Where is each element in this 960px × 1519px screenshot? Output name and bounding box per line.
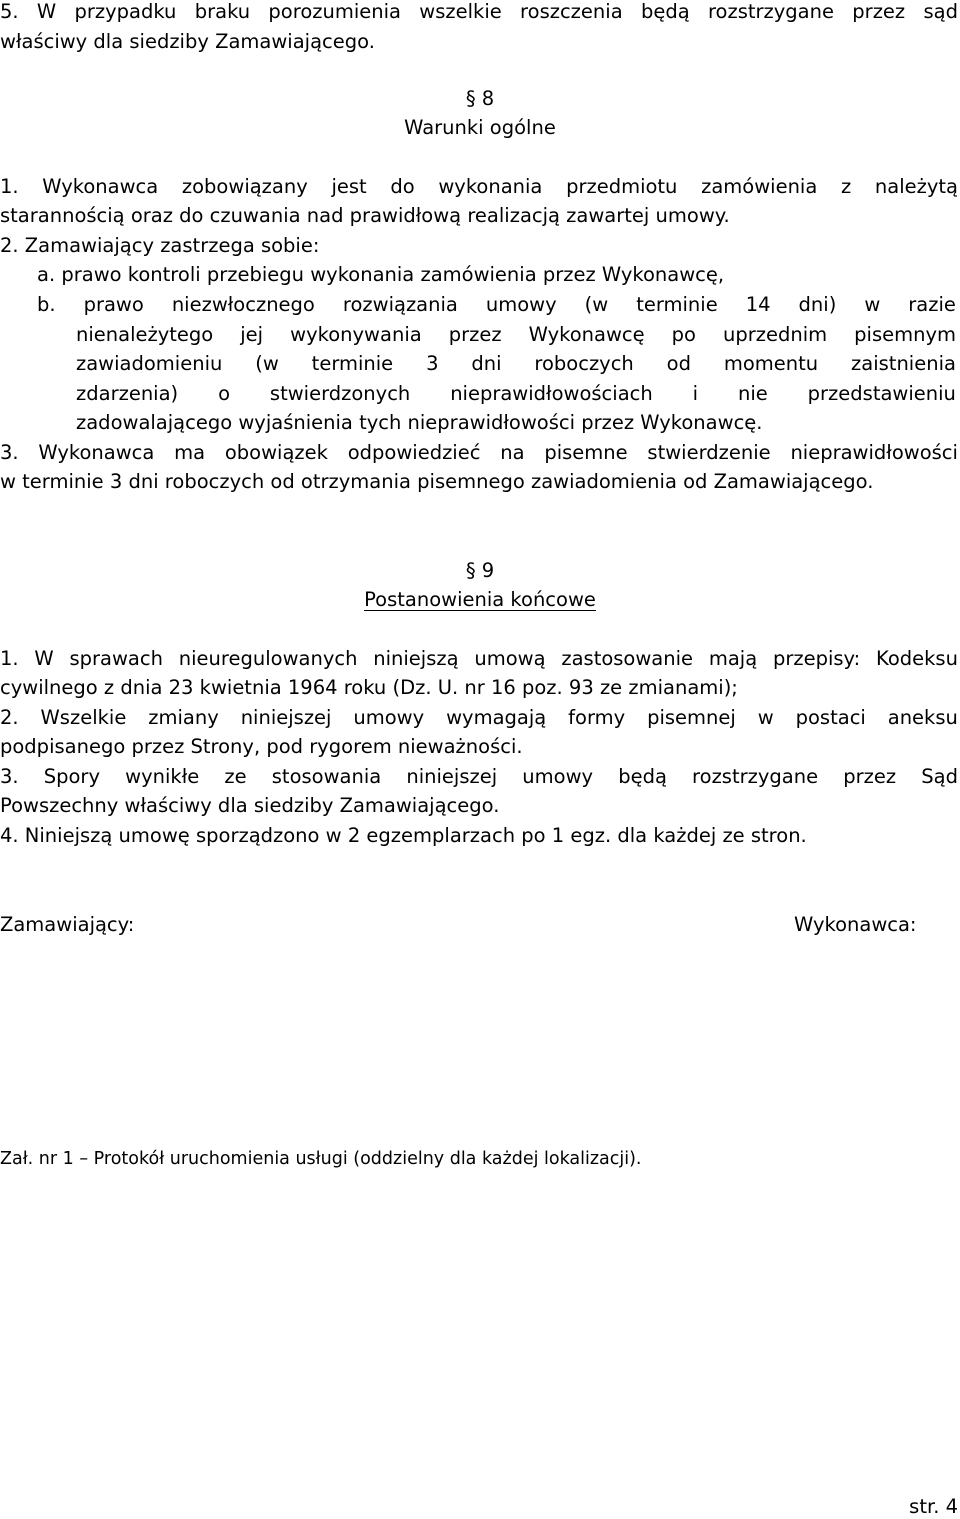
word: do <box>390 175 415 198</box>
word: wynikłe <box>125 765 200 788</box>
word: przedstawieniu <box>807 382 956 405</box>
word: b. <box>37 293 56 316</box>
section-8-title: Warunki ogólne <box>404 116 556 139</box>
word: W <box>34 647 54 670</box>
word: umowy <box>353 706 425 729</box>
word: pisemnej <box>647 706 736 729</box>
word: 1. <box>0 647 19 670</box>
word: wykonywania <box>290 323 422 346</box>
word: momentu <box>723 352 819 375</box>
word: uprzednim <box>722 323 828 346</box>
word: stwierdzenie <box>647 441 771 464</box>
section-9-point-3-line-1 <box>0 767 958 787</box>
word: należytą <box>874 175 958 198</box>
word: obowiązek <box>224 441 328 464</box>
word: niniejszej <box>406 765 498 788</box>
word: przez <box>852 0 906 23</box>
word: rozstrzygane <box>692 765 819 788</box>
section-9-point-4: 4. Niniejszą umowę sporządzono w 2 egzemplarzach po 1 egz. dla każdej ze stron. <box>0 824 807 847</box>
word: zaistnienia <box>851 352 956 375</box>
word: dni <box>471 352 502 375</box>
section-8-item-b-line-4 <box>76 384 956 404</box>
section-8-point-1-line-1 <box>0 177 958 197</box>
section-9-point-2-line-2: podpisanego przez Strony, pod rygorem nieważności. <box>0 735 523 758</box>
section-9-number: § 9 <box>465 559 495 582</box>
word: ze <box>224 765 247 788</box>
word: porozumienia <box>268 0 401 23</box>
word: umową <box>474 647 546 670</box>
word: będą <box>640 0 690 23</box>
word: Wykonawca <box>38 441 155 464</box>
section-8-item-b-line-3 <box>76 354 956 374</box>
word: stosowania <box>271 765 382 788</box>
word: na <box>500 441 525 464</box>
paragraph-5-line-2: właściwy dla siedziby Zamawiającego. <box>0 30 375 53</box>
section-8-point-2: 2. Zamawiający zastrzega sobie: <box>0 234 320 257</box>
section-9-title: Postanowienia końcowe <box>364 588 596 611</box>
word: od <box>666 352 691 375</box>
word: braku <box>194 0 251 23</box>
word: przez <box>448 323 502 346</box>
word: mają <box>708 647 758 670</box>
word: (w <box>584 293 609 316</box>
section-8-item-b-line-2 <box>76 325 956 345</box>
word: wykonania <box>438 175 543 198</box>
section-8-item-b-line-1 <box>37 295 956 315</box>
word: Wszelkie <box>40 706 127 729</box>
word: roszczenia <box>520 0 623 23</box>
word: jej <box>240 323 264 346</box>
word: Sąd <box>921 765 958 788</box>
word: 3. <box>0 765 19 788</box>
word: przepisy: <box>772 647 861 670</box>
word: formy <box>568 706 626 729</box>
section-8-point-3-line-2: w terminie 3 dni roboczych od otrzymania pisemnego zawiadomienia od Zamawiającego. <box>0 470 874 493</box>
word: zmiany <box>148 706 219 729</box>
page-number: str. 4 <box>909 1495 958 1518</box>
word: terminie <box>636 293 718 316</box>
word: razie <box>908 293 956 316</box>
word: z <box>840 175 852 198</box>
word: Spory <box>43 765 100 788</box>
word: niniejszą <box>373 647 459 670</box>
word: dni) <box>798 293 837 316</box>
section-8-item-a: a. prawo kontroli przebiegu wykonania zamówienia przez Wykonawcę, <box>37 263 725 286</box>
word: wymagają <box>446 706 547 729</box>
word: po <box>671 323 696 346</box>
word: Kodeksu <box>876 647 958 670</box>
word: stwierdzonych <box>269 382 411 405</box>
word: 3. <box>0 441 19 464</box>
word: (w <box>255 352 279 375</box>
section-8-point-3-line-1 <box>0 443 958 463</box>
word: niezwłocznego <box>171 293 315 316</box>
word: niniejszej <box>240 706 332 729</box>
word: pisemne <box>544 441 628 464</box>
word: nieprawidłowościach <box>450 382 653 405</box>
word: aneksu <box>887 706 958 729</box>
signature-label-ordering-party: Zamawiający: <box>0 913 135 936</box>
word: i <box>692 382 699 405</box>
attachment-note: Zał. nr 1 – Protokół uruchomienia usługi (oddzielny dla każdej lokalizacji). <box>0 1149 642 1169</box>
word: pisemnym <box>854 323 956 346</box>
word: sprawach <box>69 647 163 670</box>
word: zdarzenia) <box>76 382 179 405</box>
section-8-item-b-line-5: zadowalającego wyjaśnienia tych nieprawidłowości przez Wykonawcę. <box>76 411 763 434</box>
word: przez <box>843 765 897 788</box>
word: nie <box>737 382 768 405</box>
word: zobowiązany <box>181 175 308 198</box>
paragraph-5-line-1 <box>0 2 958 22</box>
word: rozstrzygane <box>707 0 834 23</box>
word: 2. <box>0 706 19 729</box>
word: 1. <box>0 175 19 198</box>
word: przedmiotu <box>566 175 678 198</box>
word: terminie <box>311 352 394 375</box>
word: odpowiedzieć <box>347 441 481 464</box>
word: zawiadomieniu <box>76 352 223 375</box>
signature-label-contractor: Wykonawca: <box>794 913 917 936</box>
word: 3 <box>426 352 439 375</box>
word: będą <box>618 765 667 788</box>
section-8-number: § 8 <box>465 87 495 110</box>
word: umowy <box>522 765 594 788</box>
word: 14 <box>745 293 771 316</box>
section-9-point-1-line-1 <box>0 649 958 669</box>
section-8-point-1-line-2: starannością oraz do czuwania nad prawidłową realizacją zawartej umowy. <box>0 204 730 227</box>
word: nienależytego <box>76 323 214 346</box>
word: Wykonawcę <box>528 323 645 346</box>
word: nieprawidłowości <box>790 441 958 464</box>
word: w <box>864 293 881 316</box>
word: o <box>218 382 230 405</box>
word: W <box>36 0 57 23</box>
word: wszelkie <box>419 0 502 23</box>
word: rozwiązania <box>342 293 458 316</box>
section-9-point-3-line-2: Powszechny właściwy dla siedziby Zamawiającego. <box>0 794 500 817</box>
word: Wykonawca <box>42 175 159 198</box>
section-9-point-2-line-1 <box>0 708 958 728</box>
word: ma <box>174 441 206 464</box>
word: przypadku <box>74 0 177 23</box>
word: zastosowanie <box>561 647 694 670</box>
word: nieuregulowanych <box>178 647 358 670</box>
word: postaci <box>795 706 866 729</box>
word: zamówienia <box>701 175 818 198</box>
word: umowy <box>485 293 557 316</box>
section-9-point-1-line-2: cywilnego z dnia 23 kwietnia 1964 roku (Dz. U. nr 16 poz. 93 ze zmianami); <box>0 676 738 699</box>
word: 5. <box>0 0 19 23</box>
word: prawo <box>83 293 144 316</box>
word: roboczych <box>534 352 634 375</box>
word: jest <box>331 175 367 198</box>
word: sąd <box>923 0 958 23</box>
word: w <box>757 706 774 729</box>
